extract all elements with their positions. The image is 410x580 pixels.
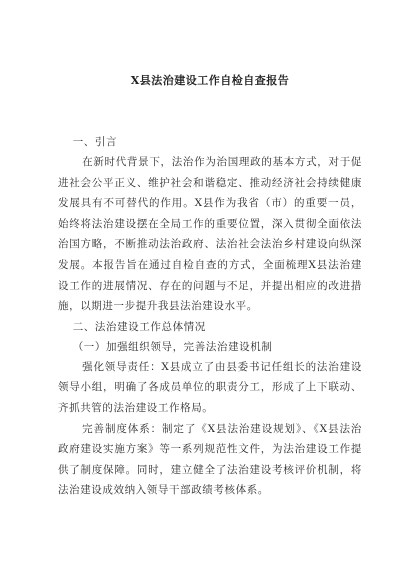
paragraph-institutions: 完善制度体系：制定了《X县法治建设规划》、《X县法治政府建设实施方案》等一系列规范性文件，为法治建设工作提供了制度保障。同时，建立健全了法治建设考核评价机制，将法治建设成效纳入领导干部政绩考核体系。	[58, 422, 362, 497]
paragraph-introduction: 在新时代背景下，法治作为治国理政的基本方式，对于促进社会公平正义、维护社会和谐稳定、推动经济社会持续健康发展具有不可替代的作用。X县作为我省（市）的重要一员，始终将法治建设摆在全局工作的重要位置，深入贯彻全面依法治国方略，不断推动法治政府、法治社会法治乡村建设向纵深发展。本报告旨在通过自检自查的方式，全面梳理X县法治建设工作的进展情况、存在的问题与不足，并提出相应的改进措施，以期进一步提升我县法治建设水平。	[58, 156, 362, 313]
document-title: X县法治建设工作自检自查报告	[130, 74, 290, 87]
subsection-heading-organization: （一）加强组织领导，完善法治建设机制	[72, 340, 273, 353]
section-heading-overview: 二、法治建设工作总体情况	[72, 320, 206, 333]
paragraph-leadership: 强化领导责任：X县成立了由县委书记任组长的法治建设领导小组，明确了各成员单位的职责分工，形成了上下联动、齐抓共管的法治建设工作格局。	[58, 360, 362, 414]
section-heading-introduction: 一、引言	[72, 136, 118, 148]
